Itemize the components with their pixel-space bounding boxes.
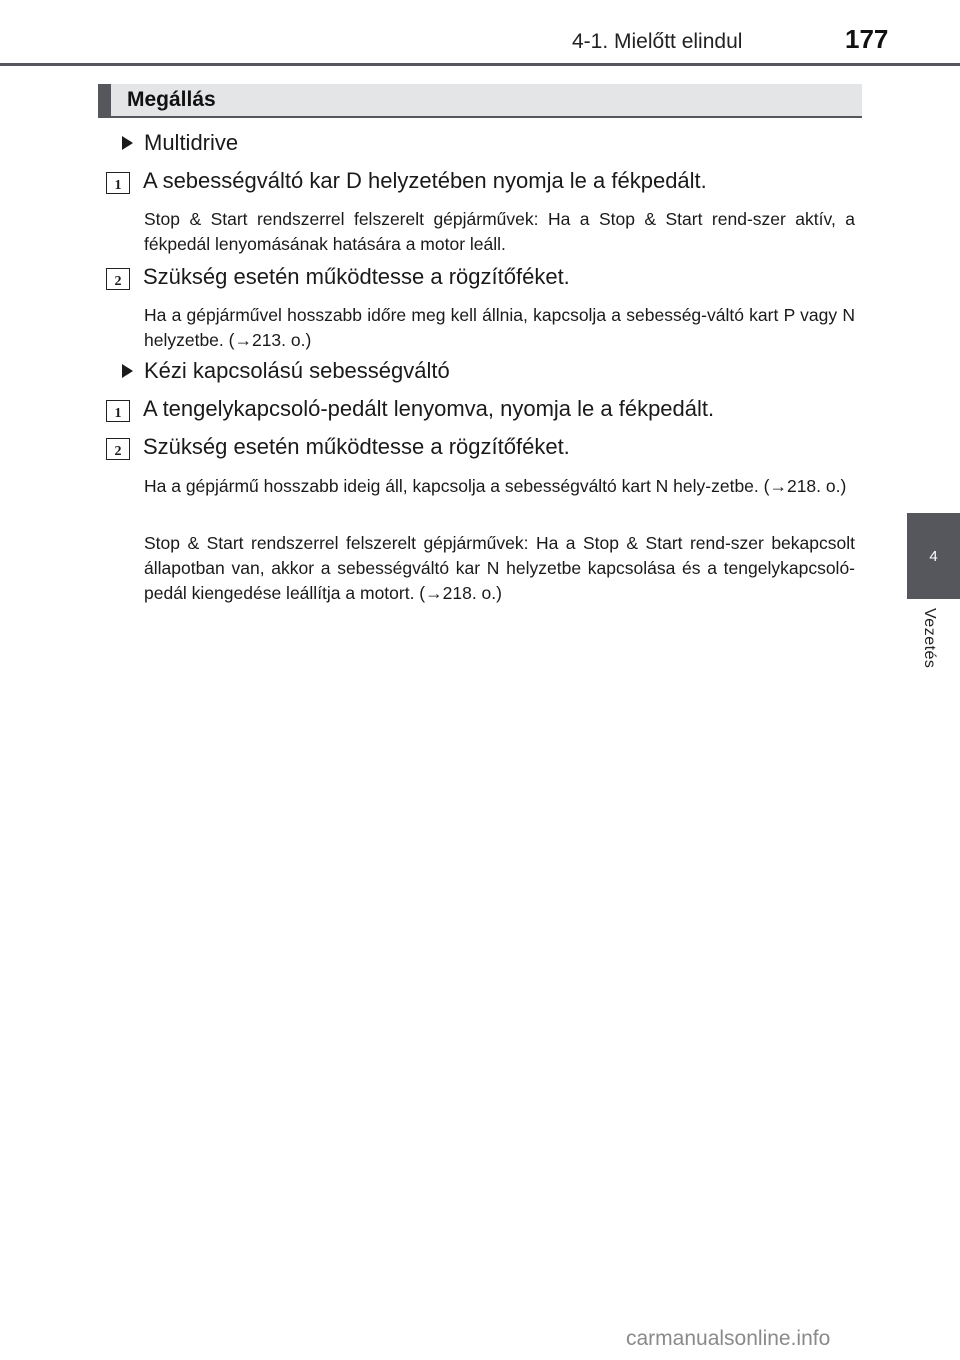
page-number: 177: [845, 24, 889, 54]
triangle-bullet-icon: [122, 364, 133, 378]
chapter-tab-number: 4: [929, 547, 938, 565]
chapter-tab[interactable]: [907, 513, 960, 599]
subheading-text: Multidrive: [144, 130, 239, 155]
chapter-title: 4-1. Mielőtt elindul: [572, 30, 743, 53]
step-number-box: 1: [106, 172, 130, 194]
subheading-multidrive: [122, 130, 238, 156]
step-number-box: 2: [106, 438, 130, 460]
subheading-text: Kézi kapcsolású sebességváltó: [144, 358, 450, 383]
step-text: A tengelykapcsoló-pedált lenyomva, nyomja le a fékpedált.: [143, 396, 715, 421]
step-number-box: 2: [106, 268, 130, 290]
step-text: Szükség esetén működtesse a rögzítőféket.: [143, 434, 570, 459]
triangle-bullet-icon: [122, 136, 133, 150]
step-text: A sebességváltó kar D helyzetében nyomja le a fékpedált.: [143, 168, 707, 193]
subheading-manual: [122, 358, 450, 384]
step-text: Szükség esetén működtesse a rögzítőféket.: [143, 264, 570, 289]
step-note: Ha a gépjármű hosszabb ideig áll, kapcsolja a sebességváltó kart N hely-zetbe. (→218. o.): [144, 476, 847, 496]
header-divider: [0, 63, 960, 66]
watermark: carmanualsonline.info: [626, 1327, 831, 1350]
step-note: Stop & Start rendszerrel felszerelt gépjárművek: Ha a Stop & Start rend-szer aktív, a fékpedál lenyomásának hatására a motor leáll.: [144, 209, 855, 254]
step-number-box: 1: [106, 400, 130, 422]
step-note: Ha a gépjárművel hosszabb időre meg kell állnia, kapcsolja a sebesség-váltó kart P vagy N helyzetbe. (→213. o.): [144, 305, 855, 350]
section-title: Megállás: [127, 88, 216, 111]
step-note: Stop & Start rendszerrel felszerelt gépjárművek: Ha a Stop & Start rend-szer bekapcsolt állapotban van, akkor a sebességváltó kar N helyzetbe kapcsolása és a tengelykapcsoló-pedál kiengedése leállítja a motort. (→218. o.): [144, 533, 855, 603]
chapter-tab-label: Vezetés: [921, 608, 938, 669]
section-header: [98, 84, 862, 118]
